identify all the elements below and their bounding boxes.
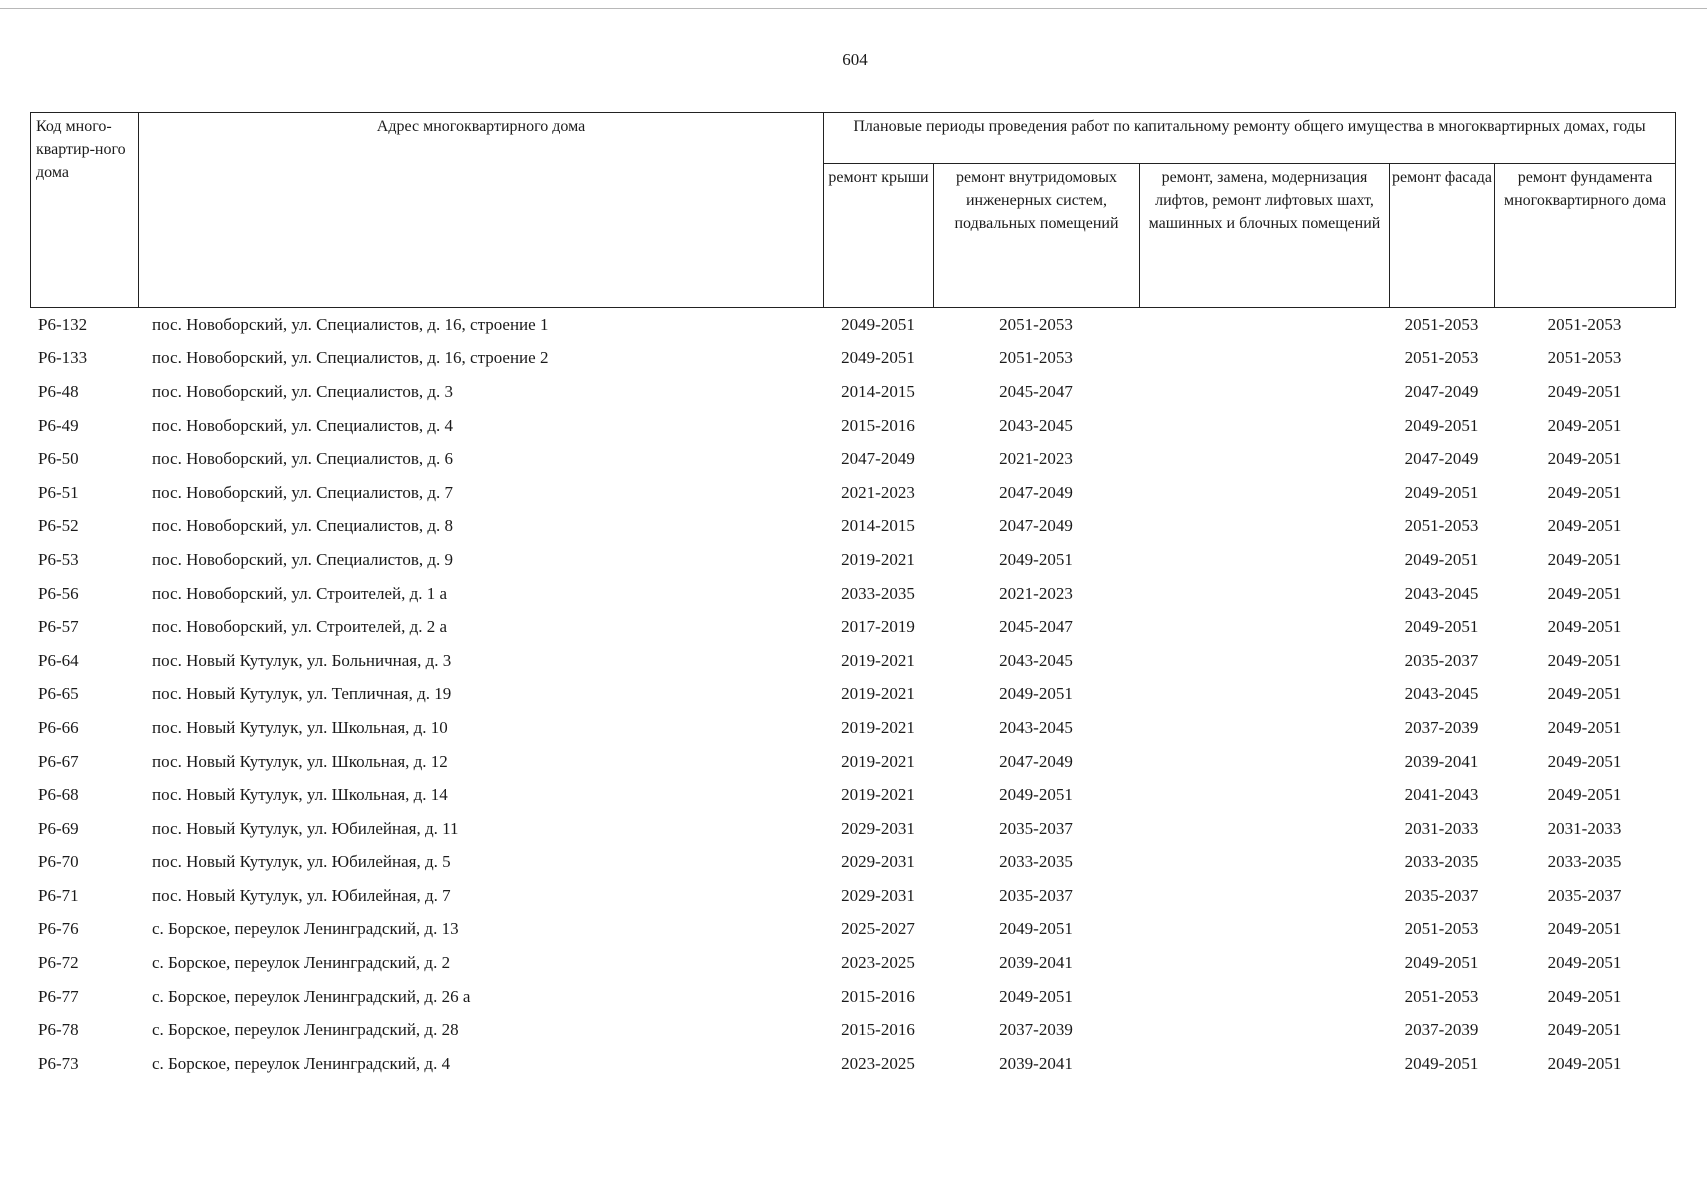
table-row bbox=[30, 678, 1675, 712]
cell-elevators-period bbox=[1139, 476, 1389, 510]
cell-roof-period: 2019-2021 bbox=[841, 549, 915, 569]
table-row bbox=[30, 778, 1675, 812]
cell-facade-period: 2031-2033 bbox=[1404, 818, 1479, 838]
cell-code: Р6-70 bbox=[38, 852, 79, 872]
cell-foundation-period: 2049-2051 bbox=[1547, 785, 1622, 805]
cell-facade-period: 2043-2045 bbox=[1404, 583, 1479, 603]
cell-code: Р6-71 bbox=[38, 885, 79, 905]
cell-address: пос. Новоборский, ул. Специалистов, д. 4 bbox=[152, 415, 454, 435]
cell-address: пос. Новоборский, ул. Специалистов, д. 16, строение 2 bbox=[152, 348, 549, 368]
cell-address: пос. Новоборский, ул. Специалистов, д. 6 bbox=[152, 449, 454, 469]
cell-foundation-period: 2049-2051 bbox=[1547, 751, 1622, 771]
table-row bbox=[30, 913, 1675, 947]
cell-systems-period: 2049-2051 bbox=[999, 785, 1073, 805]
cell-code: Р6-66 bbox=[38, 717, 79, 737]
cell-roof-period: 2017-2019 bbox=[841, 617, 915, 637]
table-row bbox=[30, 644, 1675, 678]
cell-foundation-period: 2033-2035 bbox=[1547, 852, 1622, 872]
cell-elevators-period bbox=[1139, 644, 1389, 678]
table-row bbox=[30, 510, 1675, 544]
cell-roof-period: 2025-2027 bbox=[841, 919, 915, 939]
header-foundation: ремонт фундамента многоквартирного дома bbox=[1495, 164, 1676, 308]
cell-foundation-period: 2049-2051 bbox=[1547, 650, 1622, 670]
header-address: Адрес многоквартирного дома bbox=[139, 113, 824, 308]
cell-roof-period: 2015-2016 bbox=[841, 986, 915, 1006]
cell-elevators-period bbox=[1139, 980, 1389, 1014]
cell-code: Р6-57 bbox=[38, 617, 79, 637]
cell-foundation-period: 2049-2051 bbox=[1547, 482, 1622, 502]
cell-roof-period: 2023-2025 bbox=[841, 953, 915, 973]
cell-systems-period: 2037-2039 bbox=[999, 1020, 1073, 1040]
cell-elevators-period bbox=[1139, 610, 1389, 644]
cell-systems-period: 2049-2051 bbox=[999, 549, 1073, 569]
cell-elevators-period bbox=[1139, 543, 1389, 577]
cell-elevators-period bbox=[1139, 375, 1389, 409]
cell-roof-period: 2049-2051 bbox=[841, 348, 915, 368]
cell-elevators-period bbox=[1139, 1047, 1389, 1081]
cell-foundation-period: 2049-2051 bbox=[1547, 717, 1622, 737]
cell-foundation-period: 2049-2051 bbox=[1547, 953, 1622, 973]
table-row bbox=[30, 409, 1675, 443]
cell-code: Р6-65 bbox=[38, 684, 79, 704]
cell-address: с. Борское, переулок Ленинградский, д. 26 а bbox=[152, 986, 471, 1006]
cell-roof-period: 2029-2031 bbox=[841, 885, 915, 905]
cell-address: пос. Новый Кутулук, ул. Школьная, д. 12 bbox=[152, 751, 448, 771]
cell-systems-period: 2045-2047 bbox=[999, 617, 1073, 637]
cell-roof-period: 2019-2021 bbox=[841, 717, 915, 737]
cell-facade-period: 2049-2051 bbox=[1404, 482, 1479, 502]
cell-facade-period: 2051-2053 bbox=[1404, 919, 1479, 939]
cell-systems-period: 2043-2045 bbox=[999, 415, 1073, 435]
cell-systems-period: 2049-2051 bbox=[999, 919, 1073, 939]
cell-facade-period: 2049-2051 bbox=[1404, 549, 1479, 569]
table-row bbox=[30, 812, 1675, 846]
cell-facade-period: 2035-2037 bbox=[1404, 650, 1479, 670]
cell-foundation-period: 2051-2053 bbox=[1547, 348, 1622, 368]
cell-code: Р6-52 bbox=[38, 516, 79, 536]
cell-foundation-period: 2049-2051 bbox=[1547, 549, 1622, 569]
cell-code: Р6-69 bbox=[38, 818, 79, 838]
cell-facade-period: 2051-2053 bbox=[1404, 516, 1479, 536]
table-row bbox=[30, 476, 1675, 510]
cell-facade-period: 2047-2049 bbox=[1404, 381, 1479, 401]
cell-facade-period: 2043-2045 bbox=[1404, 684, 1479, 704]
table-row bbox=[30, 610, 1675, 644]
table-row bbox=[30, 711, 1675, 745]
table-header bbox=[30, 112, 1676, 308]
cell-systems-period: 2049-2051 bbox=[999, 986, 1073, 1006]
header-elevators: ремонт, замена, модернизация лифтов, ремонт лифтовых шахт, машинных и блочных помещений bbox=[1140, 164, 1390, 308]
table-row bbox=[30, 1013, 1675, 1047]
cell-roof-period: 2049-2051 bbox=[841, 314, 915, 334]
cell-code: Р6-133 bbox=[38, 348, 88, 368]
table-row bbox=[30, 342, 1675, 376]
table-row bbox=[30, 442, 1675, 476]
cell-systems-period: 2043-2045 bbox=[999, 650, 1073, 670]
cell-elevators-period bbox=[1139, 745, 1389, 779]
cell-code: Р6-73 bbox=[38, 1053, 79, 1073]
cell-elevators-period bbox=[1139, 711, 1389, 745]
table-row bbox=[30, 375, 1675, 409]
cell-facade-period: 2049-2051 bbox=[1404, 617, 1479, 637]
cell-roof-period: 2014-2015 bbox=[841, 381, 915, 401]
cell-roof-period: 2047-2049 bbox=[841, 449, 915, 469]
cell-systems-period: 2035-2037 bbox=[999, 885, 1073, 905]
cell-code: Р6-53 bbox=[38, 549, 79, 569]
cell-code: Р6-67 bbox=[38, 751, 79, 771]
cell-foundation-period: 2049-2051 bbox=[1547, 415, 1622, 435]
table-row bbox=[30, 745, 1675, 779]
cell-facade-period: 2033-2035 bbox=[1404, 852, 1479, 872]
header-facade: ремонт фасада bbox=[1390, 164, 1495, 308]
cell-roof-period: 2029-2031 bbox=[841, 818, 915, 838]
cell-roof-period: 2021-2023 bbox=[841, 482, 915, 502]
cell-address: пос. Новоборский, ул. Специалистов, д. 16, строение 1 bbox=[152, 314, 549, 334]
cell-roof-period: 2014-2015 bbox=[841, 516, 915, 536]
cell-roof-period: 2033-2035 bbox=[841, 583, 915, 603]
cell-elevators-period bbox=[1139, 1013, 1389, 1047]
header-period-group: Плановые периоды проведения работ по капитальному ремонту общего имущества в многоквартирных домах, годы bbox=[824, 113, 1676, 164]
repair-schedule-table bbox=[30, 112, 1676, 1081]
cell-elevators-period bbox=[1139, 577, 1389, 611]
cell-foundation-period: 2049-2051 bbox=[1547, 986, 1622, 1006]
cell-facade-period: 2041-2043 bbox=[1404, 785, 1479, 805]
cell-systems-period: 2021-2023 bbox=[999, 583, 1073, 603]
cell-address: пос. Новоборский, ул. Строителей, д. 2 а bbox=[152, 617, 448, 637]
cell-roof-period: 2015-2016 bbox=[841, 415, 915, 435]
cell-systems-period: 2047-2049 bbox=[999, 482, 1073, 502]
cell-systems-period: 2033-2035 bbox=[999, 852, 1073, 872]
cell-systems-period: 2049-2051 bbox=[999, 684, 1073, 704]
cell-systems-period: 2047-2049 bbox=[999, 516, 1073, 536]
cell-code: Р6-72 bbox=[38, 953, 79, 973]
cell-foundation-period: 2049-2051 bbox=[1547, 617, 1622, 637]
cell-elevators-period bbox=[1139, 510, 1389, 544]
cell-facade-period: 2047-2049 bbox=[1404, 449, 1479, 469]
cell-address: пос. Новый Кутулук, ул. Больничная, д. 3 bbox=[152, 650, 452, 670]
cell-address: с. Борское, переулок Ленинградский, д. 2 bbox=[152, 953, 451, 973]
cell-code: Р6-48 bbox=[38, 381, 79, 401]
cell-code: Р6-64 bbox=[38, 650, 79, 670]
cell-roof-period: 2019-2021 bbox=[841, 751, 915, 771]
cell-code: Р6-76 bbox=[38, 919, 79, 939]
cell-address: с. Борское, переулок Ленинградский, д. 13 bbox=[152, 919, 459, 939]
cell-foundation-period: 2049-2051 bbox=[1547, 516, 1622, 536]
table-body bbox=[30, 308, 1675, 1081]
table-row bbox=[30, 1047, 1675, 1081]
cell-foundation-period: 2049-2051 bbox=[1547, 919, 1622, 939]
cell-code: Р6-51 bbox=[38, 482, 79, 502]
cell-facade-period: 2037-2039 bbox=[1404, 1020, 1479, 1040]
cell-address: пос. Новый Кутулук, ул. Тепличная, д. 19 bbox=[152, 684, 452, 704]
cell-foundation-period: 2031-2033 bbox=[1547, 818, 1622, 838]
table-row bbox=[30, 308, 1675, 342]
cell-foundation-period: 2049-2051 bbox=[1547, 449, 1622, 469]
cell-foundation-period: 2049-2051 bbox=[1547, 684, 1622, 704]
cell-code: Р6-77 bbox=[38, 986, 79, 1006]
cell-roof-period: 2029-2031 bbox=[841, 852, 915, 872]
cell-roof-period: 2019-2021 bbox=[841, 650, 915, 670]
cell-code: Р6-132 bbox=[38, 314, 88, 334]
cell-foundation-period: 2035-2037 bbox=[1547, 885, 1622, 905]
cell-systems-period: 2021-2023 bbox=[999, 449, 1073, 469]
cell-facade-period: 2049-2051 bbox=[1404, 953, 1479, 973]
cell-facade-period: 2039-2041 bbox=[1404, 751, 1479, 771]
cell-code: Р6-68 bbox=[38, 785, 79, 805]
cell-address: пос. Новоборский, ул. Специалистов, д. 9 bbox=[152, 549, 454, 569]
cell-code: Р6-49 bbox=[38, 415, 79, 435]
page-number: 604 bbox=[842, 50, 868, 69]
header-code: Код много-квартир-ного дома bbox=[31, 113, 139, 308]
cell-address: пос. Новый Кутулук, ул. Школьная, д. 10 bbox=[152, 717, 448, 737]
cell-elevators-period bbox=[1139, 678, 1389, 712]
cell-address: пос. Новоборский, ул. Строителей, д. 1 а bbox=[152, 583, 448, 603]
cell-foundation-period: 2049-2051 bbox=[1547, 583, 1622, 603]
cell-facade-period: 2049-2051 bbox=[1404, 1053, 1479, 1073]
cell-roof-period: 2019-2021 bbox=[841, 785, 915, 805]
cell-address: пос. Новоборский, ул. Специалистов, д. 3 bbox=[152, 381, 454, 401]
cell-foundation-period: 2051-2053 bbox=[1547, 314, 1622, 334]
cell-systems-period: 2039-2041 bbox=[999, 1053, 1073, 1073]
cell-address: с. Борское, переулок Ленинградский, д. 28 bbox=[152, 1020, 459, 1040]
cell-elevators-period bbox=[1139, 342, 1389, 376]
cell-address: пос. Новоборский, ул. Специалистов, д. 8 bbox=[152, 516, 454, 536]
cell-facade-period: 2051-2053 bbox=[1404, 314, 1479, 334]
cell-foundation-period: 2049-2051 bbox=[1547, 381, 1622, 401]
cell-roof-period: 2019-2021 bbox=[841, 684, 915, 704]
table-row bbox=[30, 946, 1675, 980]
cell-elevators-period bbox=[1139, 946, 1389, 980]
cell-facade-period: 2051-2053 bbox=[1404, 348, 1479, 368]
cell-elevators-period bbox=[1139, 308, 1389, 342]
cell-address: пос. Новый Кутулук, ул. Юбилейная, д. 11 bbox=[152, 818, 459, 838]
cell-facade-period: 2035-2037 bbox=[1404, 885, 1479, 905]
cell-elevators-period bbox=[1139, 913, 1389, 947]
cell-roof-period: 2015-2016 bbox=[841, 1020, 915, 1040]
cell-code: Р6-56 bbox=[38, 583, 79, 603]
cell-systems-period: 2047-2049 bbox=[999, 751, 1073, 771]
cell-systems-period: 2035-2037 bbox=[999, 818, 1073, 838]
table-row bbox=[30, 879, 1675, 913]
cell-systems-period: 2051-2053 bbox=[999, 314, 1073, 334]
cell-facade-period: 2051-2053 bbox=[1404, 986, 1479, 1006]
cell-address: пос. Новоборский, ул. Специалистов, д. 7 bbox=[152, 482, 454, 502]
cell-systems-period: 2039-2041 bbox=[999, 953, 1073, 973]
table-row bbox=[30, 543, 1675, 577]
cell-address: пос. Новый Кутулук, ул. Юбилейная, д. 7 bbox=[152, 885, 451, 905]
cell-elevators-period bbox=[1139, 846, 1389, 880]
cell-roof-period: 2023-2025 bbox=[841, 1053, 915, 1073]
cell-facade-period: 2049-2051 bbox=[1404, 415, 1479, 435]
cell-code: Р6-78 bbox=[38, 1020, 79, 1040]
cell-systems-period: 2045-2047 bbox=[999, 381, 1073, 401]
table-row bbox=[30, 846, 1675, 880]
header-systems: ремонт внутридомовых инженерных систем, подвальных помещений bbox=[934, 164, 1140, 308]
table-row bbox=[30, 577, 1675, 611]
scan-edge-line bbox=[0, 8, 1707, 9]
cell-elevators-period bbox=[1139, 442, 1389, 476]
cell-elevators-period bbox=[1139, 409, 1389, 443]
cell-elevators-period bbox=[1139, 778, 1389, 812]
cell-address: с. Борское, переулок Ленинградский, д. 4 bbox=[152, 1053, 451, 1073]
cell-elevators-period bbox=[1139, 879, 1389, 913]
header-roof: ремонт крыши bbox=[824, 164, 934, 308]
cell-address: пос. Новый Кутулук, ул. Юбилейная, д. 5 bbox=[152, 852, 451, 872]
cell-foundation-period: 2049-2051 bbox=[1547, 1053, 1622, 1073]
table-row bbox=[30, 980, 1675, 1014]
cell-code: Р6-50 bbox=[38, 449, 79, 469]
cell-address: пос. Новый Кутулук, ул. Школьная, д. 14 bbox=[152, 785, 448, 805]
cell-systems-period: 2051-2053 bbox=[999, 348, 1073, 368]
cell-facade-period: 2037-2039 bbox=[1404, 717, 1479, 737]
cell-foundation-period: 2049-2051 bbox=[1547, 1020, 1622, 1040]
cell-elevators-period bbox=[1139, 812, 1389, 846]
cell-systems-period: 2043-2045 bbox=[999, 717, 1073, 737]
